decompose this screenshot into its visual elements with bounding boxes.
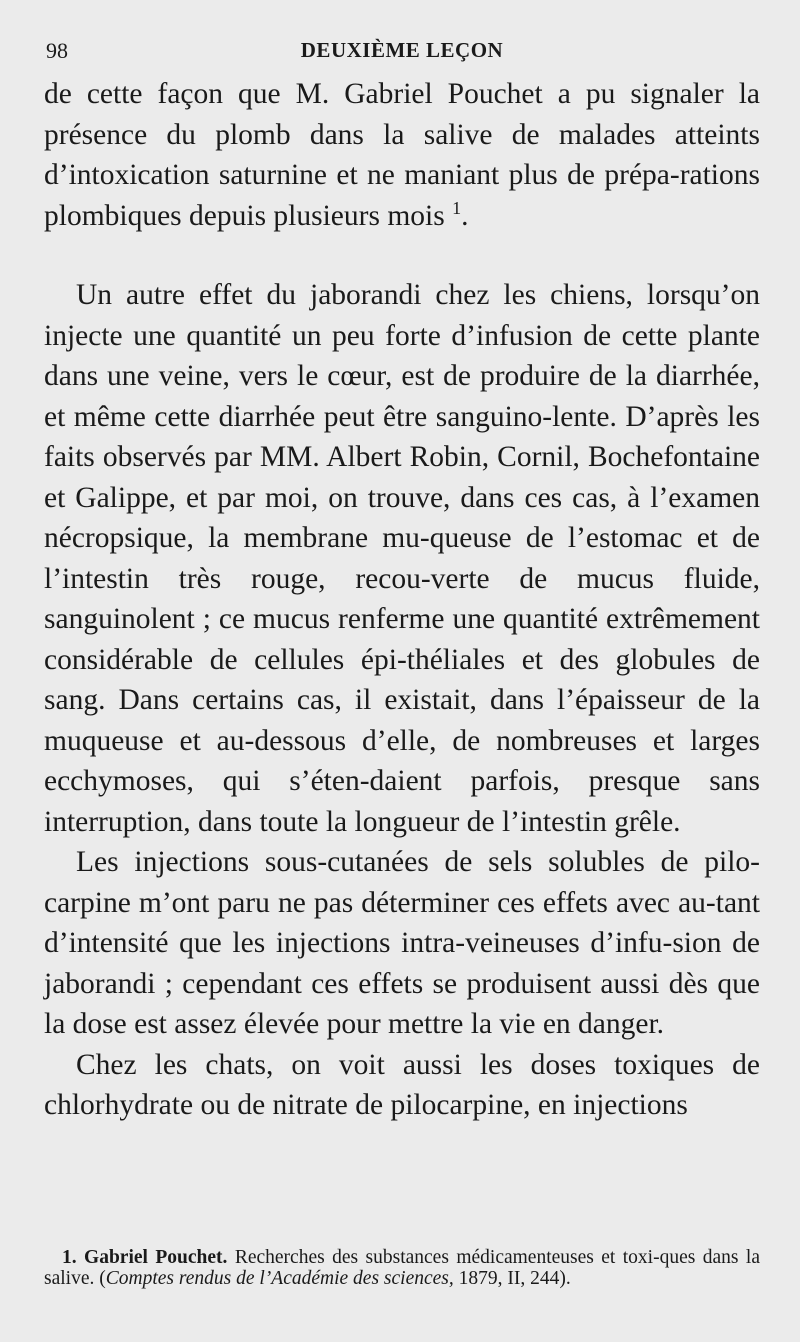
footnote-journal: Comptes rendus de l’Académie des sciences,	[105, 1268, 454, 1289]
paragraph-4: Chez les chats, on voit aussi les doses toxiques de chlorhydrate ou de nitrate de pilocarpine, en injections	[44, 1048, 760, 1121]
page-header	[44, 34, 760, 74]
paragraph-1-text: de cette façon que M. Gabriel Pouchet a pu signaler la présence du plomb dans la salive de malades atteints d’intoxication saturnine et ne maniant plus de prépa-rations plombiques depuis plusieurs mois	[44, 78, 760, 232]
page-number: 98	[46, 38, 68, 63]
paragraph-1-tail: .	[461, 199, 469, 232]
footnote-label: 1.	[62, 1247, 77, 1268]
footnote-reference[interactable]: 1	[452, 197, 462, 218]
footnote-author: Gabriel Pouchet.	[84, 1247, 228, 1268]
paragraph-3: Les injections sous-cutanées de sels solubles de pilo-carpine m’ont paru ne pas déterminer ces effets avec au-tant d’intensité que les injections intra-veineuses d’infu-sion de jaborandi ; cependant ces effets se produisent aussi dès que la dose est assez élevée pour mettre la vie en danger.	[44, 846, 760, 1040]
body-text	[44, 74, 760, 1126]
footnotes	[44, 1247, 760, 1289]
footnote-title: Recherches des substances médicamenteuses et toxi-ques dans la salive. (	[44, 1247, 760, 1289]
paragraph-2: Un autre effet du jaborandi chez les chiens, lorsqu’on injecte une quantité un peu forte d’infusion de cette plante dans une veine, vers le cœur, est de produire de la diarrhée, et même cette diarrhée peut être sanguino-lente. D’après les faits observés par MM. Albert Robin, Cornil, Bochefontaine et Galippe, et par moi, on trouve, dans ces cas, à l’examen nécropsique, la membrane mu-queuse de l’estomac et de l’intestin très rouge, recou-verte de mucus fluide, sanguinolent ; ce mucus renferme une quantité extrêmement considérable de cellules épi-théliales et des globules de sang. Dans certains cas, il existait, dans l’épaisseur de la muqueuse et au-dessous d’elle, de nombreuses et larges ecchymoses, qui s’éten-daient parfois, presque sans interruption, dans toute la longueur de l’intestin grêle.	[44, 279, 760, 838]
paragraph-1	[44, 74, 760, 236]
footnote-1	[44, 1247, 760, 1289]
footnote-ref: 1879, II, 244).	[453, 1268, 571, 1289]
running-title: DEUXIÈME LEÇON	[300, 38, 504, 62]
